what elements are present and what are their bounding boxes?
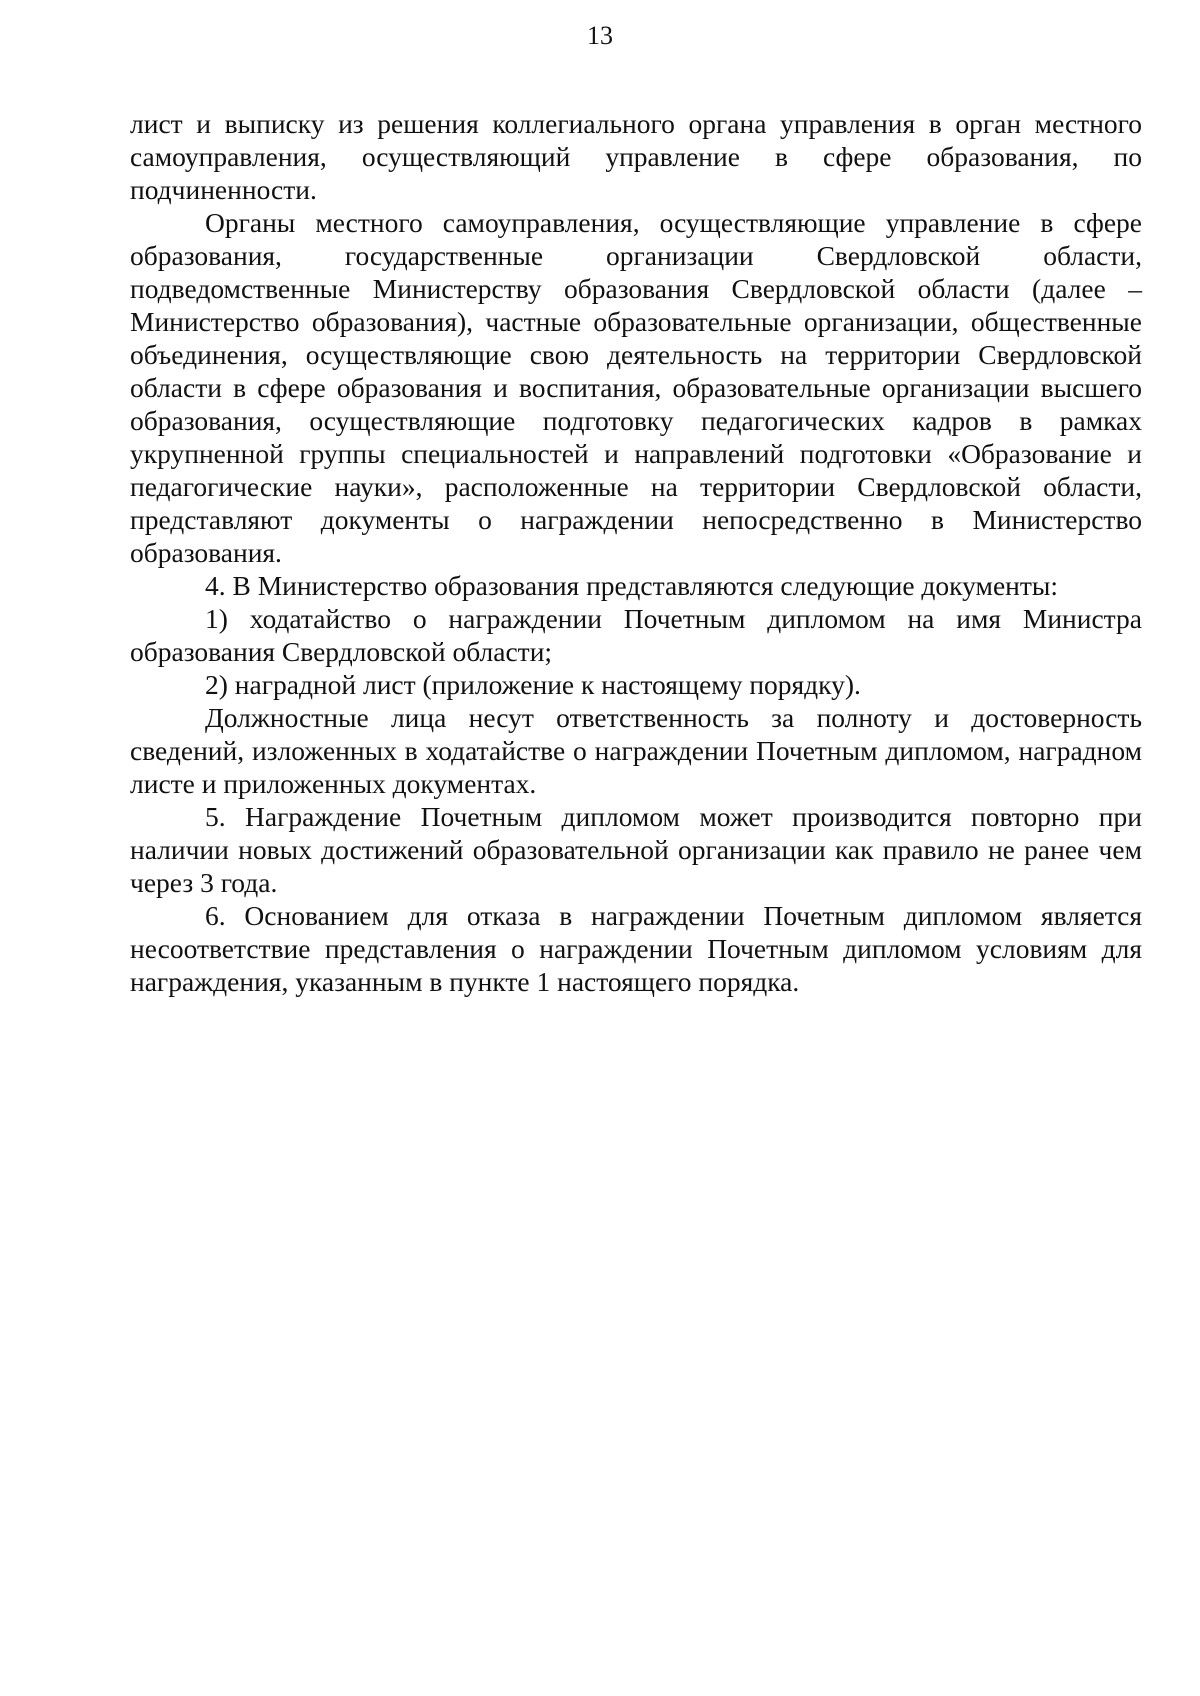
paragraph-continuation: лист и выписку из решения коллегиального органа управления в орган местного самоуправления, осуществляющий управление в сфере образования, по подчиненности.	[130, 108, 1142, 205]
paragraph-subitem-1: 1) ходатайство о награждении Почетным дипломом на имя Министра образования Свердловской области;	[130, 603, 1142, 667]
document-body	[130, 107, 1142, 998]
paragraph-item-5: 5. Награждение Почетным дипломом может производится повторно при наличии новых достижений образовательной организации как правило не ранее чем через 3 года.	[130, 801, 1142, 898]
page-number: 13	[587, 21, 613, 50]
paragraph-item-6: 6. Основанием для отказа в награждении Почетным дипломом является несоответствие представления о награждении Почетным дипломом условиям для награждения, указанным в пункте 1 настоящего порядка.	[130, 900, 1142, 997]
paragraph-item-4: 4. В Министерство образования представляются следующие документы:	[205, 570, 1058, 601]
paragraph-submitting-organizations: Органы местного самоуправления, осуществляющие управление в сфере образования, государственные организации Свердловской области, подведомственные Министерству образования Свердловской области (далее – Министерство образования), частные образовательные организации, общественные объединения, осуществляющие свою деятельность на территории Свердловской области в сфере образования и воспитания, образовательные организации высшего образования, осуществляющие подготовку педагогических кадров в рамках укрупненной группы специальностей и направлений подготовки «Образование и педагогические науки», расположенные на территории Свердловской области, представляют документы о награждении непосредственно в Министерство образования.	[130, 207, 1142, 568]
paragraph-subitem-2: 2) наградной лист (приложение к настоящему порядку).	[205, 669, 861, 700]
paragraph-responsibility: Должностные лица несут ответственность за полноту и достоверность сведений, изложенных в ходатайстве о награждении Почетным дипломом, наградном листе и приложенных документах.	[130, 702, 1142, 799]
